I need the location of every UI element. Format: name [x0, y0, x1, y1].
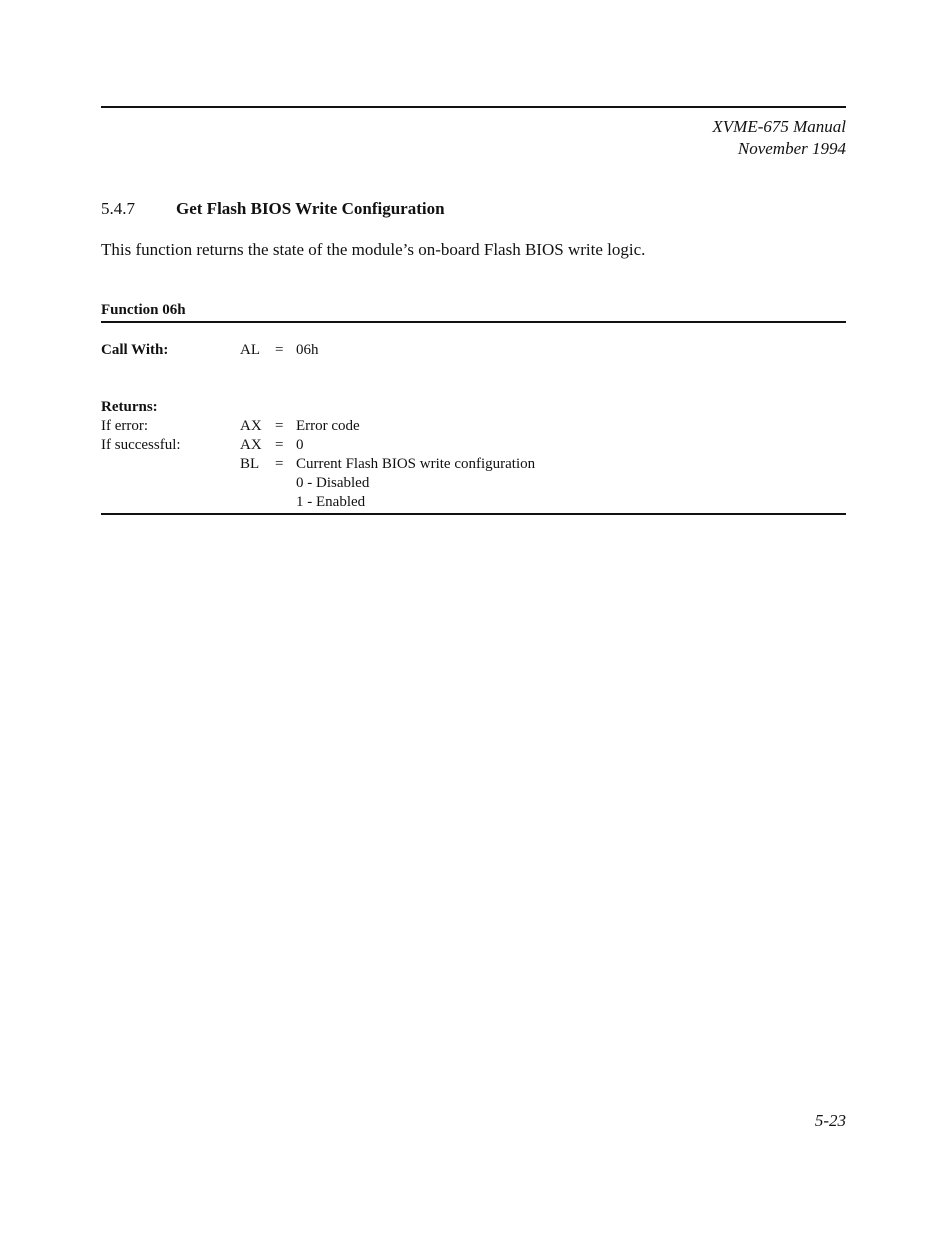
if-successful-equals: =: [275, 437, 284, 453]
bl-equals: =: [275, 456, 284, 472]
call-with-value: 06h: [296, 342, 319, 358]
if-error-value: Error code: [296, 418, 360, 434]
section-intro: This function returns the state of the module’s on-board Flash BIOS write logic.: [101, 240, 646, 259]
section-title: Get Flash BIOS Write Configuration: [176, 199, 445, 218]
option-enabled: 1 - Enabled: [296, 494, 366, 510]
page-number: 5-23: [814, 1111, 846, 1130]
if-error-equals: =: [275, 418, 284, 434]
header-rule: [101, 106, 846, 108]
function-bottom-rule: [101, 513, 846, 515]
section-number: 5.4.7: [101, 199, 135, 218]
returns-label: Returns:: [101, 399, 158, 415]
if-successful-label: If successful:: [101, 437, 181, 453]
if-successful-value: 0: [296, 437, 304, 453]
call-with-register: AL: [240, 342, 260, 358]
if-successful-register: AX: [240, 437, 262, 453]
function-rule: [101, 321, 846, 323]
bl-register: BL: [240, 456, 260, 472]
call-with-equals: =: [275, 342, 284, 358]
if-error-register: AX: [240, 418, 262, 434]
manual-date: November 1994: [737, 139, 846, 158]
function-label: Function 06h: [101, 302, 186, 318]
if-error-label: If error:: [101, 418, 149, 434]
option-disabled: 0 - Disabled: [296, 475, 370, 491]
bl-value: Current Flash BIOS write configuration: [296, 456, 536, 472]
call-with-label: Call With:: [101, 342, 169, 358]
manual-title: XVME-675 Manual: [712, 117, 846, 136]
